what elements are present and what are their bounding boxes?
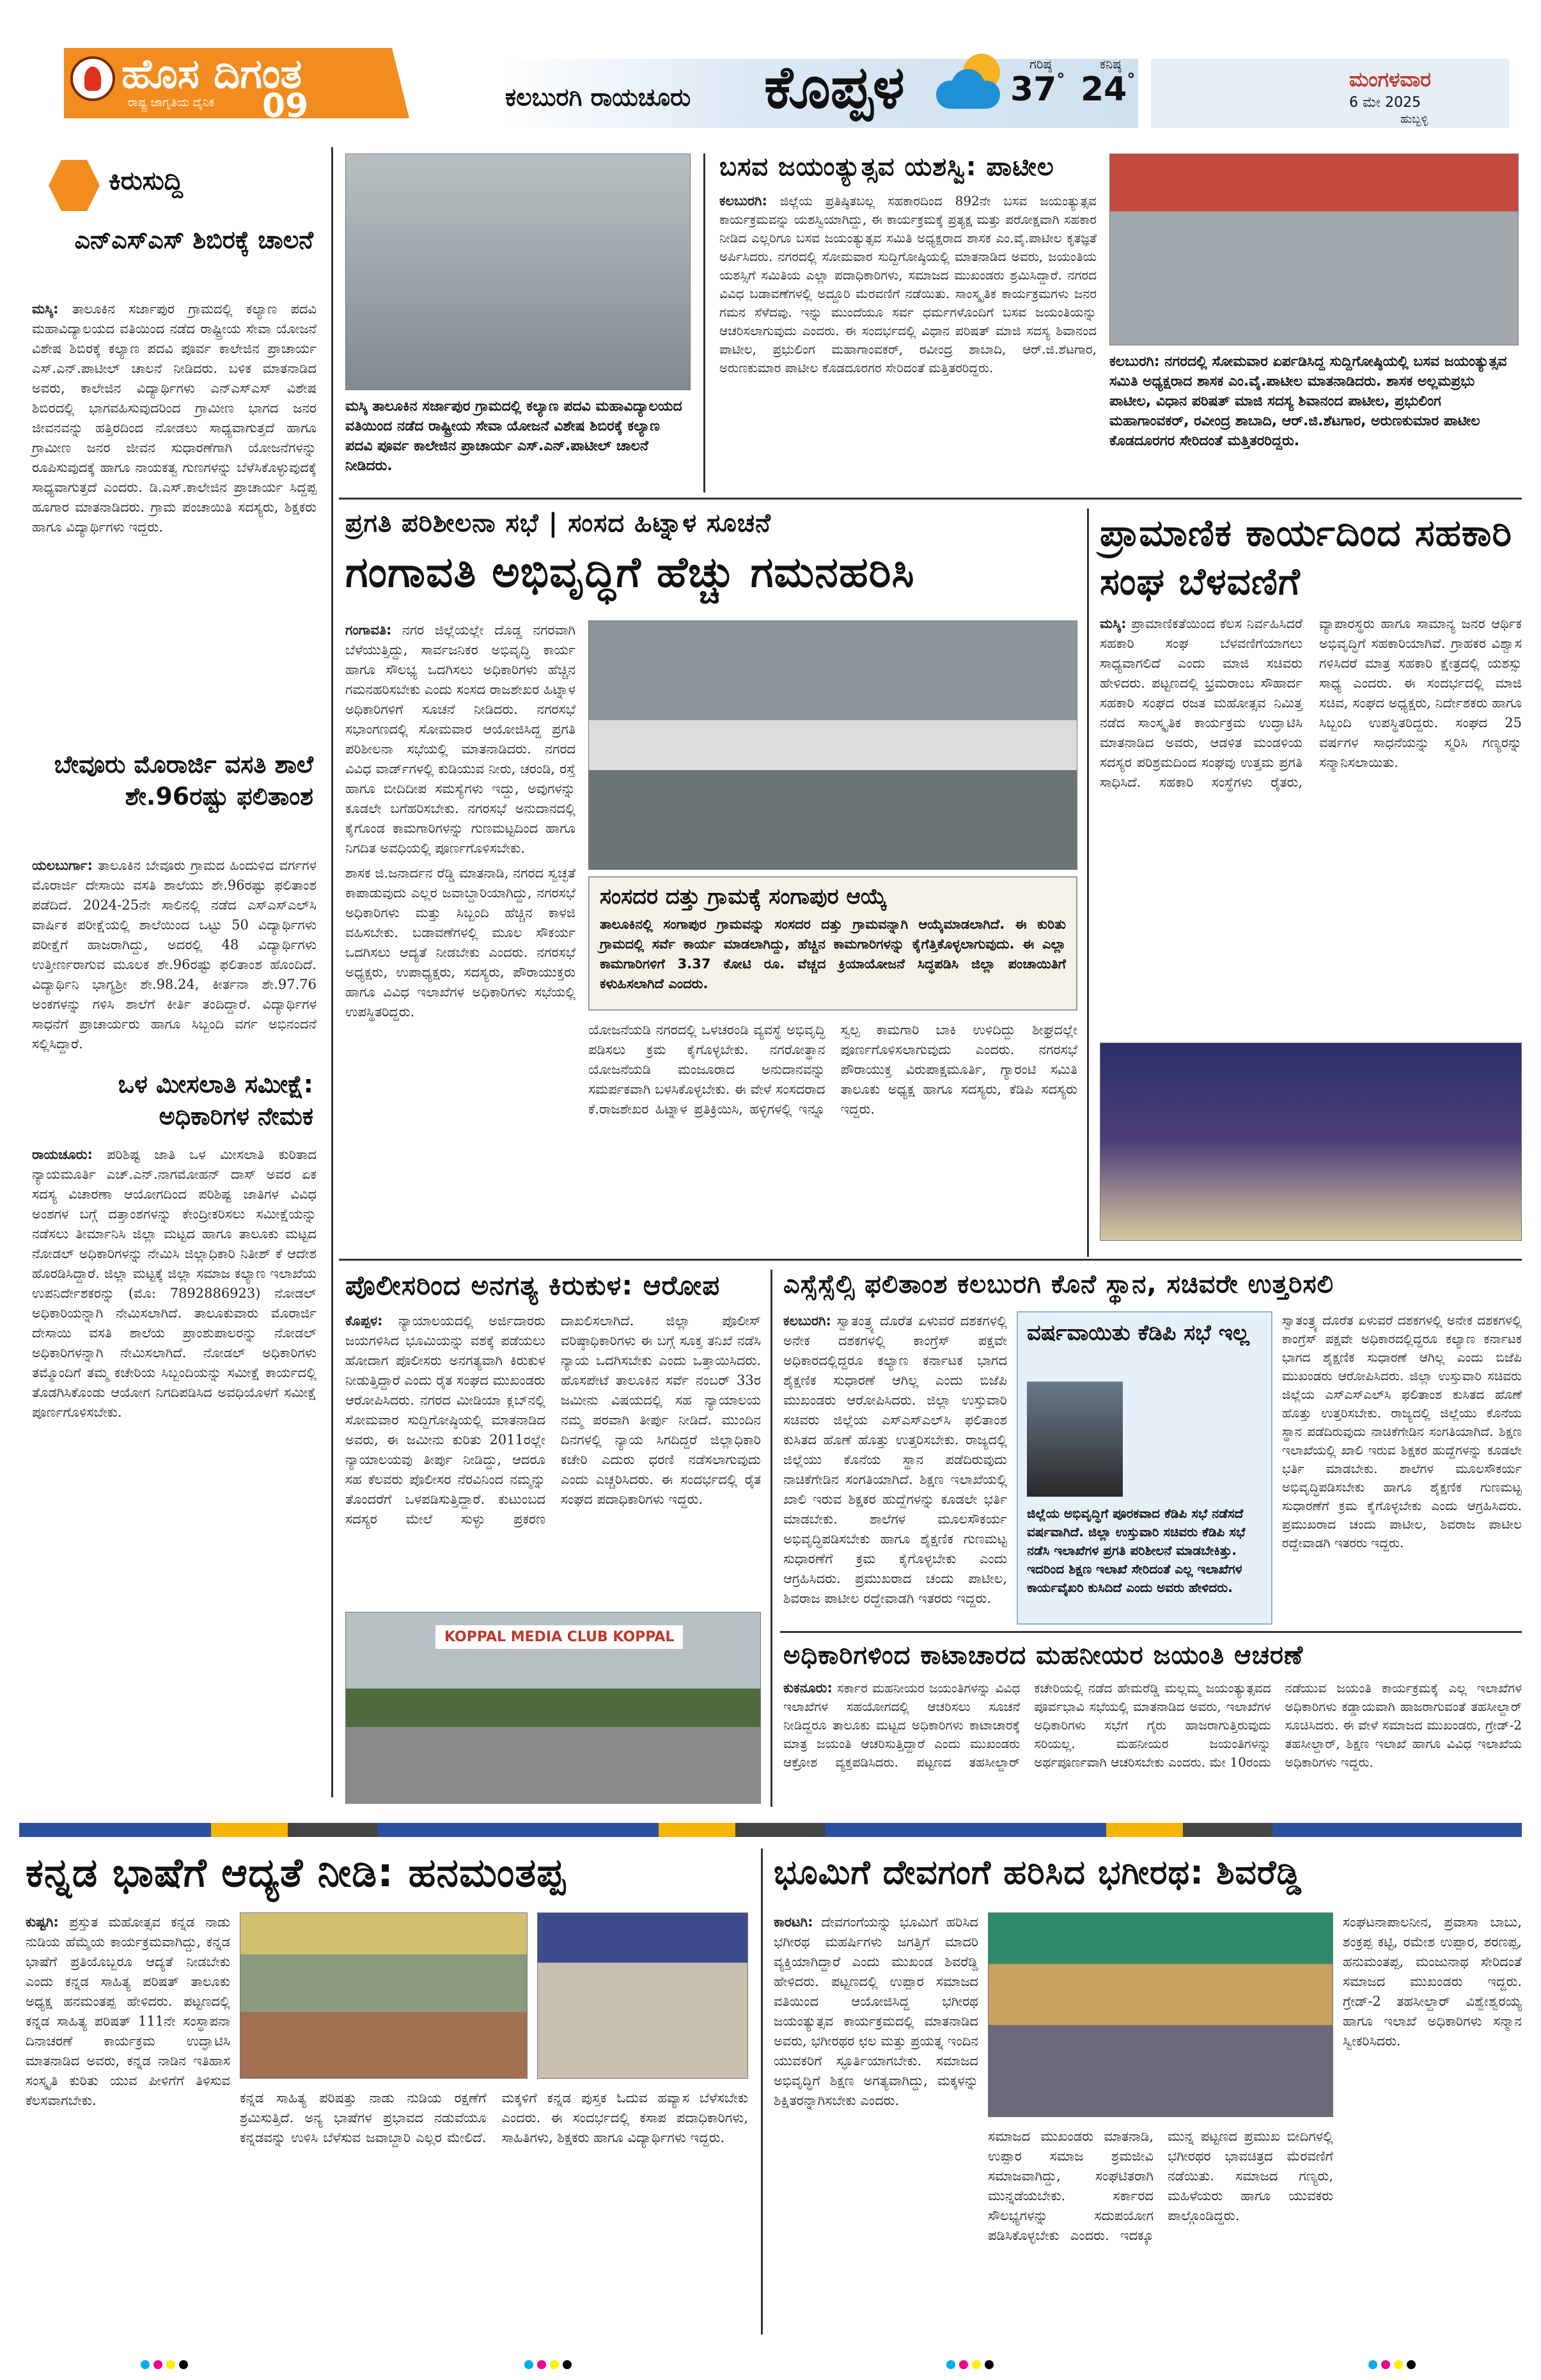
- kannada-text-1: ಪ್ರಸ್ತುತ ಮಹೋತ್ಸವ ಕನ್ನಡ ನಾಡು ನುಡಿಯ ಹೆಮ್ಮೆಯ ಕಾರ್ಯಕ್ರಮವಾಗಿದ್ದು, ಕನ್ನಡ ಭಾಷೆಗೆ ಪ್ರತಿಯೊಬ್ಬರೂ ಆದ್ಯತೆ ನೀಡಬೇಕು ಎಂದು ಕನ್ನಡ ಸಾಹಿತ್ಯ ಪರಿಷತ್ ತಾಲೂಕು ಅಧ್ಯಕ್ಷ ಹನಮಂತಪ್ಪ ಹೇಳಿದರು. ಪಟ್ಟಣದಲ್ಲಿ ಕನ್ನಡ ಸಾಹಿತ್ಯ ಪರಿಷತ್ 111ನೇ ಸಂಸ್ಥಾಪನಾ ದಿನಾಚರಣೆ ಕಾರ್ಯಕ್ರಮ ಉದ್ಘಾಟಿಸಿ ಮಾತನಾಡಿದ ಅವರು, ಕನ್ನಡ ನಾಡಿನ ಇತಿಹಾಸ ಸಂಸ್ಕೃತಿ ಕುರಿತು ಯುವ ಪೀಳಿಗೆಗೆ ತಿಳಿಸುವ ಕೆಲಸವಾಗಬೇಕು.: [26, 1914, 230, 2108]
- registration-dot: [946, 2360, 955, 2369]
- cooperative-dateline: ಮಸ್ಕಿ:: [1100, 616, 1127, 631]
- page-number: 09: [262, 87, 309, 125]
- brief-2-body: [32, 856, 317, 1054]
- registration-dot: [1394, 2360, 1403, 2369]
- max-temp-label: ಗರಿಷ್ಠ: [1029, 56, 1052, 72]
- media-club-banner: KOPPAL MEDIA CLUB KOPPAL: [435, 1625, 683, 1649]
- basava-title: ಬಸವ ಜಯಂತ್ಯುತ್ಸವ ಯಶಸ್ವಿ: ಪಾಟೀಲ: [719, 152, 1054, 182]
- police-title: ಪೊಲೀಸರಿಂದ ಅನಗತ್ಯ ಕಿರುಕುಳ: ಆರೋಪ: [345, 1270, 721, 1301]
- bhagiratha-body-3: ಸಂಘಟನಾಪಾಲನೀನ, ಪ್ರವಾಸಾ ಬಾಬು, ಶಂಕ್ರಪ್ಪ ಕಟ್ಟಿ, ರಮೇಶ ಉಪ್ಪಾರ, ಶರಣಪ್ಪ, ಹನುಮಂತಪ್ಪ, ಮಂಜುನಾಥ ಸೇರಿದಂತೆ ಸಮಾಜದ ಮುಖಂಡರು ಇದ್ದರು. ಗ್ರೇಡ್-2 ತಹಸೀಲ್ದಾರ್ ವಿಶ್ವೇಶ್ವರಯ್ಯ ಹಾಗೂ ಇಲಾಖೆ ಅಧಿಕಾರಿಗಳು ಸನ್ಮಾನ ಸ್ವೀಕರಿಸಿದರು.: [1343, 1914, 1522, 2049]
- region-cities: ಕಲಬುರಗಿ ರಾಯಚೂರು: [505, 83, 691, 111]
- nss-photo-caption: ಮಸ್ಕಿ ತಾಲೂಕಿನ ಸರ್ಜಾಪುರ ಗ್ರಾಮದಲ್ಲಿ ಕಲ್ಯಾಣ ಪದವಿ ಮಹಾವಿದ್ಯಾಲಯದ ವತಿಯಿಂದ ನಡೆದ ರಾಷ್ಟ್ರೀಯ ಸೇವಾ ಯೋಜನೆ ವಿಶೇಷ ಶಿಬಿರಕ್ಕೆ ಕಲ್ಯಾಣ ಪದವಿ ಪೂರ್ವ ಕಾಲೇಜಿನ ಪ್ರಾಚಾರ್ಯ ಎಸ್.ಎನ್.ಪಾಟೀಲ್ ಚಾಲನೆ ನೀಡಿದರು.: [345, 398, 682, 474]
- police-body: [345, 1311, 761, 1605]
- basava-dateline: ಕಲಬುರಗಿ:: [719, 193, 767, 209]
- weekday: ಮಂಗಳವಾರ: [1349, 67, 1432, 91]
- kdp-box-text: ಜಿಲ್ಲೆಯ ಅಭಿವೃದ್ಧಿಗೆ ಪೂರಕವಾದ ಕೆಡಿಪಿ ಸಭೆ ನಡೆಸದೆ ವರ್ಷವಾಗಿದೆ. ಜಿಲ್ಲಾ ಉಸ್ತುವಾರಿ ಸಚಿವರು ಕೆಡಿಪಿ ಸಭೆ ನಡೆಸಿ ಇಲಾಖೆಗಳ ಪ್ರಗತಿ ಪರಿಶೀಲನೆ ಮಾಡಬೇಕಿತ್ತು. ಇದರಿಂದ ಶಿಕ್ಷಣ ಇಲಾಖೆ ಸೇರಿದಂತೆ ಎಲ್ಲ ಇಲಾಖೆಗಳ ಕಾರ್ಯವೈಖರಿ ಕುಸಿದಿದೆ ಎಂದು ಅವರು ಹೇಳಿದರು.: [1027, 1506, 1246, 1595]
- kannada-title: ಕನ್ನಡ ಭಾಷೆಗೆ ಆದ್ಯತೆ ನೀಡಿ: ಹನಮಂತಪ್ಪ: [26, 1849, 566, 1896]
- registration-dot: [1381, 2360, 1390, 2369]
- rule-sslc: [780, 1631, 1522, 1633]
- registration-dot: [563, 2360, 572, 2369]
- sslc-dateline: ಕಲಬುರಗಿ:: [783, 1313, 831, 1328]
- mahaniyara-body: [783, 1679, 1522, 1807]
- registration-dot: [524, 2360, 533, 2369]
- sun-cloud-icon: [934, 51, 1010, 115]
- gangavati-meeting-photo: [588, 620, 1077, 870]
- gangavati-kicker: ಪ್ರಗತಿ ಪರಿಶೀಲನಾ ಸಭೆ | ಸಂಸದ ಹಿಟ್ನಾಳ ಸೂಚನೆ: [345, 508, 771, 538]
- nss-photo: [345, 154, 691, 390]
- basava-text: ಜಿಲ್ಲೆಯ ಪ್ರತಿಷ್ಠಿತಬಲ್ಲ ಸಹಕಾರದಿಂದ 892ನೇ ಬಸವ ಜಯಂತ್ಯುತ್ಸವ ಕಾರ್ಯಕ್ರಮವನ್ನು ಯಶಸ್ವಿಯಾಗಿದ್ದು, ಈ ಕಾರ್ಯಕ್ರಮಕ್ಕೆ ಪ್ರತ್ಯಕ್ಷ ಮತ್ತು ಪರೋಕ್ಷವಾಗಿ ಸಹಕಾರ ನೀಡಿದ ಎಲ್ಲರಿಗೂ ಬಸವ ಜಯಂತ್ಯುತ್ಸವ ಸಮಿತಿ ಅಧ್ಯಕ್ಷರಾದ ಶಾಸಕ ಎಂ.ವೈ.ಪಾಟೀಲ ಕೃತಜ್ಞತೆ ಅರ್ಪಿಸಿದರು. ನಗರದಲ್ಲಿ ಸೋಮವಾರ ಸುದ್ದಿಗೋಷ್ಠಿಯಲ್ಲಿ ಮಾತನಾಡಿದ ಅವರು, ಜಯಂತಿಯ ಯಶಸ್ಸಿಗೆ ಸಮಿತಿಯ ಎಲ್ಲಾ ಪದಾಧಿಕಾರಿಗಳು, ಸಮಾಜದ ಮುಖಂಡರು ಶ್ರಮಿಸಿದ್ದಾರೆ. ನಗರದ ವಿವಿಧ ಬಡಾವಣೆಗಳಲ್ಲಿ ಅದ್ದೂರಿ ಮೆರವಣಿಗೆ ನಡೆಯಿತು. ಸಾಂಸ್ಕೃತಿಕ ಕಾರ್ಯಕ್ರಮಗಳು ಜನರ ಗಮನ ಸೆಳೆದವು. ಇನ್ನು ಮುಂದೆಯೂ ಸರ್ವ ಧರ್ಮಗಳೊಂದಿಗೆ ಬಸವ ಜಯಂತಿಯನ್ನು ಆಚರಿಸಲಾಗುವುದು ಎಂದರು. ಈ ಸಂದರ್ಭದಲ್ಲಿ ವಿಧಾನ ಪರಿಷತ್ ಮಾಜಿ ಸದಸ್ಯ ಶಿವಾನಂದ ಪಾಟೀಲ, ಪ್ರಭುಲಿಂಗ ಮಹಾಗಾಂವಕರ್, ರವೀಂದ್ರ ಶಾಬಾದಿ, ಆರ್.ಜಿ.ಶೆಟಗಾರ, ಅರುಣಕುಮಾರ ಪಾಟೀಲ ಕೊಡದೂರಗರ ಸೇರಿದಂತೆ ಮತ್ತಿತರರಿದ್ದರು.: [719, 193, 1097, 375]
- police-text: ನ್ಯಾಯಾಲಯದಲ್ಲಿ ಅರ್ಜಿದಾರರು ಜಯಗಳಿಸಿದ ಭೂಮಿಯನ್ನು ವಶಕ್ಕೆ ಪಡೆಯಲು ಹೋದಾಗ ಪೊಲೀಸರು ಅನಗತ್ಯವಾಗಿ ಕಿರುಕುಳ ನೀಡುತ್ತಿದ್ದಾರೆ ಎಂದು ರೈತ ಸಂಘದ ಮುಖಂಡರು ಆರೋಪಿಸಿದರು. ನಗರದ ಮೀಡಿಯಾ ಕ್ಲಬ್‌ನಲ್ಲಿ ಸೋಮವಾರ ಸುದ್ದಿಗೋಷ್ಠಿಯಲ್ಲಿ ಮಾತನಾಡಿದ ಅವರು, ಈ ಜಮೀನು ಕುರಿತು 2011ರಲ್ಲೇ ನ್ಯಾಯಾಲಯವು ತೀರ್ಪು ನೀಡಿದ್ದು, ಆದರೂ ಸಹ ಕೆಲವರು ಪೊಲೀಸರ ನೆರವಿನಿಂದ ನಮ್ಮನ್ನು ತೊಂದರೆಗೆ ಒಳಪಡಿಸುತ್ತಿದ್ದಾರೆ. ಕುಟುಂಬದ ಸದಸ್ಯರ ಮೇಲೆ ಸುಳ್ಳು ಪ್ರಕರಣ ದಾಖಲಿಸಲಾಗಿದೆ. ಜಿಲ್ಲಾ ಪೊಲೀಸ್ ವರಿಷ್ಠಾಧಿಕಾರಿಗಳು ಈ ಬಗ್ಗೆ ಸೂಕ್ತ ತನಿಖೆ ನಡೆಸಿ ನ್ಯಾಯ ಒದಗಿಸಬೇಕು ಎಂದು ಒತ್ತಾಯಿಸಿದರು. ಹೊಸಪೇಟೆ ತಾಲೂಕಿನ ಸರ್ವೆ ನಂಬರ್ 33ರ ಜಮೀನು ವಿಷಯದಲ್ಲಿ ಸಹ ನ್ಯಾಯಾಲಯ ನಮ್ಮ ಪರವಾಗಿ ತೀರ್ಪು ನೀಡಿದೆ. ಮುಂದಿನ ದಿನಗಳಲ್ಲಿ ನ್ಯಾಯ ಸಿಗದಿದ್ದರೆ ಜಿಲ್ಲಾಧಿಕಾರಿ ಕಚೇರಿ ಎದುರು ಧರಣಿ ನಡೆಸಲಾಗುವುದು ಎಂದು ಎಚ್ಚರಿಸಿದರು. ಈ ಸಂದರ್ಭದಲ್ಲಿ ರೈತ ಸಂಘದ ಪದಾಧಿಕಾರಿಗಳು ಇದ್ದರು.: [345, 1313, 761, 1527]
- registration-dot: [1407, 2360, 1416, 2369]
- minister-photo: [1027, 1382, 1123, 1497]
- edition-name: ಕೊಪ್ಪಳ: [764, 53, 905, 122]
- rule-middle: [339, 1259, 1522, 1261]
- gangavati-text-2: ಶಾಸಕ ಜಿ.ಜನಾರ್ದನ ರೆಡ್ಡಿ ಮಾತನಾಡಿ, ನಗರದ ಸ್ವಚ್ಛತೆ ಕಾಪಾಡುವುದು ಎಲ್ಲರ ಜವಾಬ್ದಾರಿಯಾಗಿದ್ದು, ನಗರಸಭೆ ಅಧಿಕಾರಿಗಳು ಮತ್ತು ಸಿಬ್ಬಂದಿ ಹೆಚ್ಚಿನ ಕಾಳಜಿ ವಹಿಸಬೇಕು. ಬಡಾವಣೆಗಳಲ್ಲಿ ಮೂಲ ಸೌಕರ್ಯ ಒದಗಿಸಲು ಆದ್ಯತೆ ನೀಡಬೇಕು ಎಂದರು. ನಗರಸಭೆ ಅಧ್ಯಕ್ಷರು, ಉಪಾಧ್ಯಕ್ಷರು, ಸದಸ್ಯರು, ಪೌರಾಯುಕ್ತರು ಹಾಗೂ ವಿವಿಧ ಇಲಾಖೆಗಳ ಅಧಿಕಾರಿಗಳು ಸಭೆಯಲ್ಲಿ ಉಪಸ್ಥಿತರಿದ್ದರು.: [345, 865, 575, 1020]
- registration-dot: [537, 2360, 546, 2369]
- gangavati-text-1: ನಗರ ಜಿಲ್ಲೆಯಲ್ಲೇ ದೊಡ್ಡ ನಗರವಾಗಿ ಬೆಳೆಯುತ್ತಿದ್ದು, ಸಾರ್ವಜನಿಕರ ಅಭಿವೃದ್ಧಿ ಕಾರ್ಯ ಹಾಗೂ ಸೌಲಭ್ಯ ಒದಗಿಸಲು ಅಧಿಕಾರಿಗಳು ಹೆಚ್ಚಿನ ಗಮನಹರಿಸಬೇಕು ಎಂದು ಸಂಸದ ರಾಜಶೇಖರ ಹಿಟ್ನಾಳ ಅಧಿಕಾರಿಗಳಿಗೆ ಸೂಚನೆ ನೀಡಿದರು. ನಗರಸಭೆ ಸಭಾಂಗಣದಲ್ಲಿ ಸೋಮವಾರ ಆಯೋಜಿಸಿದ್ದ ಪ್ರಗತಿ ಪರಿಶೀಲನಾ ಸಭೆಯಲ್ಲಿ ಮಾತನಾಡಿದರು. ನಗರದ ವಿವಿಧ ವಾರ್ಡ್‌ಗಳಲ್ಲಿ ಕುಡಿಯುವ ನೀರು, ಚರಂಡಿ, ರಸ್ತೆ ಹಾಗೂ ಬೀದಿದೀಪ ಸಮಸ್ಯೆಗಳು ಇದ್ದು, ಅವುಗಳನ್ನು ಕೂಡಲೇ ಬಗೆಹರಿಸಬೇಕು. ನಗರಸಭೆ ಅನುದಾನದಲ್ಲಿ ಕೈಗೊಂಡ ಕಾಮಗಾರಿಗಳನ್ನು ಗುಣಮಟ್ಟದಿಂದ ಹಾಗೂ ನಿಗದಿತ ಅವಧಿಯಲ್ಲಿ ಪೂರ್ಣಗೊಳಿಸಬೇಕು.: [345, 622, 575, 856]
- date-block: [1151, 59, 1509, 128]
- max-temp-value: 37: [1010, 70, 1057, 109]
- divider-2: [1087, 508, 1089, 1257]
- brief-3-dateline: ರಾಯಚೂರು:: [32, 1147, 93, 1162]
- bhagiratha-event-photo: [988, 1912, 1333, 2117]
- section-color-bar: [19, 1823, 1522, 1837]
- kannada-speaker-photo: [537, 1912, 748, 2079]
- cooperative-text: ಪ್ರಾಮಾಣಿಕತೆಯಿಂದ ಕೆಲಸ ನಿರ್ವಹಿಸಿದರೆ ಸಹಕಾರಿ ಸಂಘ ಬೆಳವಣಿಗೆಯಾಗಲು ಸಾಧ್ಯವಾಗಲಿದೆ ಎಂದು ಮಾಜಿ ಸಚಿವರು ಹೇಳಿದರು. ಪಟ್ಟಣದಲ್ಲಿ ಭ್ರಮರಾಂಬ ಸೌಹಾರ್ದ ಸಹಕಾರಿ ಸಂಘದ ರಜತ ಮಹೋತ್ಸವ ನಿಮಿತ್ತ ನಡೆದ ಸಾಂಸ್ಕೃತಿಕ ಕಾರ್ಯಕ್ರಮ ಉದ್ಘಾಟಿಸಿ ಮಾತನಾಡಿದ ಅವರು, ಆಡಳಿತ ಮಂಡಳಿಯ ಸದಸ್ಯರ ಪರಿಶ್ರಮದಿಂದ ಸಂಘವು ಉತ್ತಮ ಪ್ರಗತಿ ಸಾಧಿಸಿದೆ. ಸಹಕಾರಿ ಸಂಸ್ಥೆಗಳು ರೈತರು, ವ್ಯಾಪಾರಸ್ಥರು ಹಾಗೂ ಸಾಮಾನ್ಯ ಜನರ ಆರ್ಥಿಕ ಅಭಿವೃದ್ಧಿಗೆ ಸಹಕಾರಿಯಾಗಿವೆ. ಗ್ರಾಹಕರ ವಿಶ್ವಾಸ ಗಳಿಸಿದರೆ ಮಾತ್ರ ಸಹಕಾರಿ ಕ್ಷೇತ್ರದಲ್ಲಿ ಯಶಸ್ಸು ಸಾಧ್ಯ ಎಂದರು. ಈ ಸಂದರ್ಭದಲ್ಲಿ ಮಾಜಿ ಸಚಿವ, ಸಂಘದ ಅಧ್ಯಕ್ಷರು, ನಿರ್ದೇಶಕರು ಹಾಗೂ ಸಿಬ್ಬಂದಿ ಉಪಸ್ಥಿತರಿದ್ದರು. ಸಂಘದ 25 ವರ್ಷಗಳ ಸಾಧನೆಯನ್ನು ಸ್ಮರಿಸಿ ಗಣ್ಯರನ್ನು ಸನ್ಮಾನಿಸಲಾಯಿತು.: [1100, 616, 1522, 790]
- police-dateline: ಕೊಪ್ಪಳ:: [345, 1313, 383, 1328]
- brief-1-body: [32, 299, 317, 537]
- basava-body: [719, 192, 1097, 493]
- bhagiratha-title: ಭೂಮಿಗೆ ದೇವಗಂಗೆ ಹರಿಸಿದ ಭಗೀರಥ: ಶಿವರೆಡ್ಡಿ: [774, 1854, 1302, 1892]
- divider-4: [761, 1848, 763, 2335]
- registration-dot: [985, 2360, 994, 2369]
- sidebar: [19, 147, 326, 1810]
- sslc-title: ಎಸ್ಸೆಸ್ಸೆಲ್ಸಿ ಫಲಿತಾಂಶ ಕಲಬುರಗಿ ಕೊನೆ ಸ್ಥಾನ, ಸಚಿವರೇ ಉತ್ತರಿಸಲಿ: [783, 1270, 1334, 1299]
- masthead: [0, 0, 1541, 128]
- brief-2-text: ತಾಲೂಕಿನ ಬೇವೂರು ಗ್ರಾಮದ ಹಿಂದುಳಿದ ವರ್ಗಗಳ ಮೊರಾರ್ಜಿ ದೇಸಾಯಿ ವಸತಿ ಶಾಲೆಯು ಶೇ.96ರಷ್ಟು ಫಲಿತಾಂಶ ಪಡೆದಿದೆ. 2024-25ನೇ ಸಾಲಿನಲ್ಲಿ ನಡೆದ ಎಸ್ಎಸ್ಎಲ್‌ಸಿ ವಾರ್ಷಿಕ ಪರೀಕ್ಷೆಯಲ್ಲಿ ಶಾಲೆಯಿಂದ ಒಟ್ಟು 50 ವಿದ್ಯಾರ್ಥಿಗಳು ಪರೀಕ್ಷೆಗೆ ಹಾಜರಾಗಿದ್ದು, ಅದರಲ್ಲಿ 48 ವಿದ್ಯಾರ್ಥಿಗಳು ಉತ್ತೀರ್ಣರಾಗುವ ಮೂಲಕ ಶೇ.96ರಷ್ಟು ಫಲಿತಾಂಶ ಹೊಂದಿದೆ. ವಿದ್ಯಾರ್ಥಿನಿ ಭಾಗ್ಯಶ್ರೀ ಶೇ.98.24, ಕೀರ್ತನಾ ಶೇ.97.76 ಅಂಕಗಳನ್ನು ಗಳಿಸಿ ಶಾಲೆಗೆ ಕೀರ್ತಿ ತಂದಿದ್ದಾರೆ. ವಿದ್ಯಾರ್ಥಿಗಳ ಸಾಧನೆಗೆ ಪ್ರಾಚಾರ್ಯರು ಹಾಗೂ ಸಿಬ್ಬಂದಿ ವರ್ಗ ಅಭಿನಂದನೆ ಸಲ್ಲಿಸಿದ್ದಾರೆ.: [32, 858, 317, 1052]
- brief-2-dateline: ಯಲಬುರ್ಗಾ:: [32, 858, 93, 873]
- cooperative-stage-photo: [1100, 1043, 1522, 1241]
- kannada-event-photo: [240, 1912, 528, 2079]
- kdp-box: [1017, 1311, 1272, 1625]
- adopted-village-box: [588, 876, 1077, 1011]
- min-temp-value: 24: [1081, 70, 1127, 109]
- registration-dot: [1368, 2360, 1377, 2369]
- press-meet-photo: [1109, 154, 1519, 345]
- kannada-body-2: ಕನ್ನಡ ಸಾಹಿತ್ಯ ಪರಿಷತ್ತು ನಾಡು ನುಡಿಯ ರಕ್ಷಣೆಗೆ ಶ್ರಮಿಸುತ್ತಿದೆ. ಅನ್ಯ ಭಾಷೆಗಳ ಪ್ರಭಾವದ ನಡುವೆಯೂ ಕನ್ನಡವನ್ನು ಉಳಿಸಿ ಬೆಳೆಸುವ ಜವಾಬ್ದಾರಿ ಎಲ್ಲರ ಮೇಲಿದೆ. ಮಕ್ಕಳಿಗೆ ಕನ್ನಡ ಪುಸ್ತಕ ಓದುವ ಹವ್ಯಾಸ ಬೆಳೆಸಬೇಕು ಎಂದರು. ಈ ಸಂದರ್ಭದಲ್ಲಿ ಕಸಾಪ ಪದಾಧಿಕಾರಿಗಳು, ಸಾಹಿತಿಗಳು, ಶಿಕ್ಷಕರು ಹಾಗೂ ವಿದ್ಯಾರ್ಥಿಗಳು ಇದ್ದರು.: [240, 2090, 748, 2145]
- logo-icon: [70, 56, 115, 101]
- cooperative-title: ಪ್ರಾಮಾಣಿಕ ಕಾರ್ಯದಿಂದ ಸಹಕಾರಿ ಸಂಘ ಬೆಳವಣಿಗೆ: [1100, 511, 1512, 603]
- sidebar-divider: [331, 147, 333, 1797]
- brief-2-title: ಬೇವೂರು ಮೊರಾರ್ಜಿ ವಸತಿ ಶಾಲೆ ಶೇ.96ರಷ್ಟು ಫಲಿತಾಂಶ: [54, 750, 313, 810]
- registration-dot: [153, 2360, 162, 2369]
- brief-3-title: ಒಳ ಮೀಸಲಾತಿ ಸಮೀಕ್ಷೆ: ಅಧಿಕಾರಿಗಳ ನೇಮಕ: [118, 1070, 313, 1130]
- bhagiratha-dateline: ಕಾರಟಗಿ:: [774, 1914, 813, 1930]
- registration-dot: [959, 2360, 968, 2369]
- min-temp-degree: °: [1127, 70, 1136, 90]
- gangavati-body-1: [345, 620, 575, 1244]
- bhagiratha-body-1: [774, 1912, 978, 2328]
- section-label: ಕಿರುಸುದ್ದಿ: [109, 166, 184, 196]
- gangavati-body-3: ಯೋಜನೆಯಡಿ ನಗರದಲ್ಲಿ ಒಳಚರಂಡಿ ವ್ಯವಸ್ಥೆ ಅಭಿವೃದ್ಧಿ ಪಡಿಸಲು ಕ್ರಮ ಕೈಗೊಳ್ಳಬೇಕು. ನಗರೋತ್ಥಾನ ಯೋಜನೆಯಡಿ ಮಂಜೂರಾದ ಅನುದಾನವನ್ನು ಸಮರ್ಪಕವಾಗಿ ಬಳಸಿಕೊಳ್ಳಬೇಕು. ಈ ವೇಳೆ ಸಂಸದರಾದ ಕೆ.ರಾಜಶೇಖರ ಹಿಟ್ನಾಳ ಪ್ರತಿಕ್ರಿಯಿಸಿ, ಹಳ್ಳಿಗಳಲ್ಲಿ ಇನ್ನೂ ಸ್ವಲ್ಪ ಕಾಮಗಾರಿ ಬಾಕಿ ಉಳಿದಿದ್ದು ಶೀಘ್ರದಲ್ಲೇ ಪೂರ್ಣಗೊಳಿಸಲಾಗುವುದು ಎಂದರು. ನಗರಸಭೆ ಪೌರಾಯುಕ್ತ ವಿರುಪಾಕ್ಷಮೂರ್ತಿ, ಗ್ಯಾರಂಟಿ ಸಮಿತಿ ತಾಲೂಕು ಅಧ್ಯಕ್ಷ ಹಾಗೂ ಸದಸ್ಯರು, ಕೆಡಿಪಿ ಸದಸ್ಯರು ಇದ್ದರು.: [588, 1022, 1077, 1117]
- hand-icon: [49, 160, 100, 211]
- divider-3: [770, 1270, 772, 1807]
- sslc-body-left: [783, 1311, 1007, 1625]
- bhagiratha-body-2: ಸಮಾಜದ ಮುಖಂಡರು ಮಾತನಾಡಿ, ಉಪ್ಪಾರ ಸಮಾಜ ಶ್ರಮಜೀವಿ ಸಮಾಜವಾಗಿದ್ದು, ಸಂಘಟಿತರಾಗಿ ಮುನ್ನಡೆಯಬೇಕು. ಸರ್ಕಾರದ ಸೌಲಭ್ಯಗಳನ್ನು ಸದುಪಯೋಗ ಪಡಿಸಿಕೊಳ್ಳಬೇಕು ಎಂದರು. ಇದಕ್ಕೂ ಮುನ್ನ ಪಟ್ಟಣದ ಪ್ರಮುಖ ಬೀದಿಗಳಲ್ಲಿ ಭಗೀರಥರ ಭಾವಚಿತ್ರದ ಮೆರವಣಿಗೆ ನಡೆಯಿತು. ಸಮಾಜದ ಗಣ್ಯರು, ಮಹಿಳೆಯರು ಹಾಗೂ ಯುವಕರು ಪಾಲ್ಗೊಂಡಿದ್ದರು.: [988, 2129, 1333, 2243]
- brief-3-text: ಪರಿಶಿಷ್ಟ ಜಾತಿ ಒಳ ಮೀಸಲಾತಿ ಕುರಿತಾದ ನ್ಯಾಯಮೂರ್ತಿ ಎಚ್.ಎನ್.ನಾಗಮೋಹನ್ ದಾಸ್ ಅವರ ಏಕ ಸದಸ್ಯ ವಿಚಾರಣಾ ಆಯೋಗದಿಂದ ಪರಿಶಿಷ್ಟ ಜಾತಿಗಳ ವಿವಿಧ ಅಂಶಗಳ ಬಗ್ಗೆ ದತ್ತಾಂಶಗಳನ್ನು ಕೇಂದ್ರೀಕರಿಸಲು ಸಮೀಕ್ಷೆಯನ್ನು ನಡೆಸಲು ತೀರ್ಮಾನಿಸಿ ಜಿಲ್ಲಾ ಮಟ್ಟದ ಹಾಗೂ ತಾಲೂಕು ಮಟ್ಟದ ನೋಡಲ್ ಅಧಿಕಾರಿಗಳನ್ನು ನೇಮಿಸಿ ಜಿಲ್ಲಾಧಿಕಾರಿ ನಿತೀಶ್ ಕೆ ಆದೇಶ ಹೊರಡಿಸಿದ್ದಾರೆ. ಜಿಲ್ಲಾ ಮಟ್ಟಕ್ಕೆ ಜಿಲ್ಲಾ ಸಮಾಜ ಕಲ್ಯಾಣ ಇಲಾಖೆಯ ಉಪನಿರ್ದೇಶಕರನ್ನು (ಮೊ: 7892886923) ನೋಡಲ್ ಅಧಿಕಾರಿಯನ್ನಾಗಿ ನೇಮಿಸಲಾಗಿದೆ. ತಾಲೂಕುವಾರು ಮೊರಾರ್ಜಿ ದೇಸಾಯಿ ವಸತಿ ಶಾಲೆಯ ಪ್ರಾಂಶುಪಾಲರನ್ನು ನೋಡಲ್ ಅಧಿಕಾರಿಗಳನ್ನಾಗಿ ನೇಮಿಸಲಾಗಿದೆ. ನೋಡಲ್ ಅಧಿಕಾರಿಗಳು ತಮ್ಮೊಂದಿಗೆ ತಮ್ಮ ಕಚೇರಿಯ ಸಿಬ್ಬಂದಿಯನ್ನು ಸಮೀಕ್ಷೆ ಕಾರ್ಯದಲ್ಲಿ ತೊಡಗಿಸಿಕೊಂಡು ಆಯೋಗ ನಿಗದಿಪಡಿಸಿದ ಅವಧಿಯೊಳಗೆ ಸಮೀಕ್ಷೆ ಪೂರ್ಣಗೊಳಿಸಬೇಕು.: [32, 1147, 317, 1420]
- brief-3-body: [32, 1145, 317, 1422]
- min-temp-label: ಕನಿಷ್ಠ: [1100, 56, 1122, 72]
- brief-1-text: ತಾಲೂಕಿನ ಸರ್ಜಾಪುರ ಗ್ರಾಮದಲ್ಲಿ ಕಲ್ಯಾಣ ಪದವಿ ಮಹಾವಿದ್ಯಾಲಯದ ವತಿಯಿಂದ ನಡೆದ ರಾಷ್ಟ್ರೀಯ ಸೇವಾ ಯೋಜನೆ ವಿಶೇಷ ಶಿಬಿರಕ್ಕೆ ಕಲ್ಯಾಣ ಪದವಿ ಪೂರ್ವ ಕಾಲೇಜಿನ ಪ್ರಾಚಾರ್ಯ ಎಸ್.ಎನ್.ಪಾಟೀಲ್ ಚಾಲನೆ ನೀಡಿದರು. ಬಳಿಕ ಮಾತನಾಡಿದ ಅವರು, ಕಾಲೇಜಿನ ವಿದ್ಯಾರ್ಥಿಗಳು ಎನ್‌ಎಸ್‌ಎಸ್ ವಿಶೇಷ ಶಿಬಿರದಲ್ಲಿ ಭಾಗವಹಿಸುವುದರಿಂದ ಗ್ರಾಮೀಣ ಭಾಗದ ಜನರ ಜೀವನವನ್ನು ಹತ್ತಿರದಿಂದ ನೋಡಲು ಸಾಧ್ಯವಾಗುತ್ತದೆ ಹಾಗೂ ಗ್ರಾಮೀಣ ಜನರ ಜೀವನ ಸುಧಾರಣೆಗಾಗಿ ಯೋಜನೆಗಳನ್ನು ರೂಪಿಸುವುದಕ್ಕೆ ಹಾಗೂ ನಾಯಕತ್ವ ಗುಣಗಳನ್ನು ಬೆಳೆಸಿಕೊಳ್ಳುವುದಕ್ಕೆ ಸಾಧ್ಯವಾಗುತ್ತದೆ ಎಂದರು. ಡಿ.ಎಸ್.ಕಾಲೇಜಿನ ಪ್ರಾಚಾರ್ಯ ಸಿದ್ದಪ್ಪ ಹೂಗಾರ ಮಾತನಾಡಿದರು. ಗ್ರಾಮ ಪಂಚಾಯಿತಿ ಸದಸ್ಯರು, ಶಿಕ್ಷಕರು ಹಾಗೂ ವಿದ್ಯಾರ್ಥಿಗಳು ಇದ್ದರು.: [32, 301, 317, 535]
- registration-dot: [972, 2360, 981, 2369]
- paper-name: ಹೊಸ ದಿಗಂತ: [121, 51, 302, 98]
- cooperative-body: [1100, 614, 1522, 1036]
- max-temp: [1010, 70, 1065, 109]
- rule-top-row: [339, 498, 1522, 500]
- press-meet-caption: ಕಲಬುರಗಿ: ನಗರದಲ್ಲಿ ಸೋಮವಾರ ಏರ್ಪಡಿಸಿದ್ದ ಸುದ್ದಿಗೋಷ್ಠಿಯಲ್ಲಿ ಬಸವ ಜಯಂತ್ಯುತ್ಸವ ಸಮಿತಿ ಅಧ್ಯಕ್ಷರಾದ ಶಾಸಕ ಎಂ.ವೈ.ಪಾಟೀಲ ಮಾತನಾಡಿದರು. ಶಾಸಕ ಅಲ್ಲಮಪ್ರಭು ಪಾಟೀಲ, ವಿಧಾನ ಪರಿಷತ್ ಮಾಜಿ ಸದಸ್ಯ ಶಿವಾನಂದ ಪಾಟೀಲ, ಪ್ರಭುಲಿಂಗ ಮಹಾಗಾಂವಕರ್, ರವೀಂದ್ರ ಶಾಬಾದಿ, ಆರ್.ಜಿ.ಶೆಟಗಾರ, ಅರುಣಕುಮಾರ ಪಾಟೀಲ ಕೊಡದೂರಗರ ಸೇರಿದಂತೆ ಮತ್ತಿತರರಿದ್ದರು.: [1109, 354, 1507, 449]
- issue-date: 6 ಮೇ 2025: [1349, 95, 1421, 111]
- brief-1-title: ಎನ್‌ಎಸ್‌ಎಸ್ ಶಿಬಿರಕ್ಕೆ ಚಾಲನೆ: [74, 226, 313, 254]
- bhagiratha-text-1: ದೇವಗಂಗೆಯನ್ನು ಭೂಮಿಗೆ ಹರಿಸಿದ ಭಗೀರಥ ಮಹರ್ಷಿಗಳು ಜಗತ್ತಿಗೆ ಮಾದರಿ ವ್ಯಕ್ತಿಯಾಗಿದ್ದಾರೆ ಎಂದು ಮುಖಂಡ ಶಿವರೆಡ್ಡಿ ಹೇಳಿದರು. ಪಟ್ಟಣದಲ್ಲಿ ಉಪ್ಪಾರ ಸಮಾಜದ ವತಿಯಿಂದ ಆಯೋಜಿಸಿದ್ದ ಭಗೀರಥ ಜಯಂತ್ಯುತ್ಸವ ಕಾರ್ಯಕ್ರಮದಲ್ಲಿ ಮಾತನಾಡಿದ ಅವರು, ಭಗೀರಥರ ಛಲ ಮತ್ತು ಪ್ರಯತ್ನ ಇಂದಿನ ಯುವಕರಿಗೆ ಸ್ಫೂರ್ತಿಯಾಗಬೇಕು. ಸಮಾಜದ ಅಭಿವೃದ್ಧಿಗೆ ಶಿಕ್ಷಣ ಅಗತ್ಯವಾಗಿದ್ದು, ಮಕ್ಕಳನ್ನು ಶಿಕ್ಷಿತರನ್ನಾಗಿಸಬೇಕು ಎಂದರು.: [774, 1914, 978, 2108]
- paper-tagline: ರಾಷ್ಟ್ರ ಜಾಗೃತಿಯ ದೈನಿಕ: [128, 96, 215, 109]
- sslc-text-cont: ಸ್ವಾತಂತ್ರ್ಯ ದೊರೆತ ಏಳುವರೆ ದಶಕಗಳಲ್ಲಿ ಅನೇಕ ದಶಕಗಳಲ್ಲಿ ಕಾಂಗ್ರೆಸ್ ಪಕ್ಷವೇ ಅಧಿಕಾರದಲ್ಲಿದ್ದರೂ ಕಲ್ಯಾಣ ಕರ್ನಾಟಕ ಭಾಗದ ಶೈಕ್ಷಣಿಕ ಸುಧಾರಣೆ ಆಗಿಲ್ಲ ಎಂದು ಬಿಜೆಪಿ ಮುಖಂಡರು ಆರೋಪಿಸಿದರು. ಜಿಲ್ಲಾ ಉಸ್ತುವಾರಿ ಸಚಿವರು ಜಿಲ್ಲೆಯ ಎಸ್ಎಸ್ಎಲ್‌ಸಿ ಫಲಿತಾಂಶ ಕುಸಿತದ ಹೊಣೆ ಹೊತ್ತು ಉತ್ತರಿಸಬೇಕು. ರಾಜ್ಯದಲ್ಲಿ ಜಿಲ್ಲೆಯು ಕೊನೆಯ ಸ್ಥಾನ ಪಡೆದಿರುವುದು ನಾಚಿಕೆಗೇಡಿನ ಸಂಗತಿಯಾಗಿದೆ. ಶಿಕ್ಷಣ ಇಲಾಖೆಯಲ್ಲಿ ಖಾಲಿ ಇರುವ ಶಿಕ್ಷಕರ ಹುದ್ದೆಗಳನ್ನು ಕೂಡಲೇ ಭರ್ತಿ ಮಾಡಬೇಕು. ಶಾಲೆಗಳ ಮೂಲಸೌಕರ್ಯ ಅಭಿವೃದ್ಧಿಪಡಿಸಬೇಕು ಹಾಗೂ ಶೈಕ್ಷಣಿಕ ಗುಣಮಟ್ಟ ಸುಧಾರಣೆಗೆ ಕ್ರಮ ಕೈಗೊಳ್ಳಬೇಕು ಎಂದು ಆಗ್ರಹಿಸಿದರು. ಪ್ರಮುಖರಾದ ಚಂದು ಪಾಟೀಲ, ಶಿವರಾಜ ಪಾಟೀಲ ರದ್ದೇವಾಡಗಿ ಇತರರು ಇದ್ದರು.: [1282, 1312, 1522, 1550]
- registration-dot: [179, 2360, 188, 2369]
- kannada-body-1: [26, 1912, 230, 2328]
- sslc-text: ಸ್ವಾತಂತ್ರ್ಯ ದೊರೆತ ಏಳುವರೆ ದಶಕಗಳಲ್ಲಿ ಅನೇಕ ದಶಕಗಳಲ್ಲಿ ಕಾಂಗ್ರೆಸ್ ಪಕ್ಷವೇ ಅಧಿಕಾರದಲ್ಲಿದ್ದರೂ ಕಲ್ಯಾಣ ಕರ್ನಾಟಕ ಭಾಗದ ಶೈಕ್ಷಣಿಕ ಸುಧಾರಣೆ ಆಗಿಲ್ಲ ಎಂದು ಬಿಜೆಪಿ ಮುಖಂಡರು ಆರೋಪಿಸಿದರು. ಜಿಲ್ಲಾ ಉಸ್ತುವಾರಿ ಸಚಿವರು ಜಿಲ್ಲೆಯ ಎಸ್ಎಸ್ಎಲ್‌ಸಿ ಫಲಿತಾಂಶ ಕುಸಿತದ ಹೊಣೆ ಹೊತ್ತು ಉತ್ತರಿಸಬೇಕು. ರಾಜ್ಯದಲ್ಲಿ ಜಿಲ್ಲೆಯು ಕೊನೆಯ ಸ್ಥಾನ ಪಡೆದಿರುವುದು ನಾಚಿಕೆಗೇಡಿನ ಸಂಗತಿಯಾಗಿದೆ. ಶಿಕ್ಷಣ ಇಲಾಖೆಯಲ್ಲಿ ಖಾಲಿ ಇರುವ ಶಿಕ್ಷಕರ ಹುದ್ದೆಗಳನ್ನು ಕೂಡಲೇ ಭರ್ತಿ ಮಾಡಬೇಕು. ಶಾಲೆಗಳ ಮೂಲಸೌಕರ್ಯ ಅಭಿವೃದ್ಧಿಪಡಿಸಬೇಕು ಹಾಗೂ ಶೈಕ್ಷಣಿಕ ಗುಣಮಟ್ಟ ಸುಧಾರಣೆಗೆ ಕ್ರಮ ಕೈಗೊಳ್ಳಬೇಕು ಎಂದು ಆಗ್ರಹಿಸಿದರು. ಪ್ರಮುಖರಾದ ಚಂದು ಪಾಟೀಲ, ಶಿವರಾಜ ಪಾಟೀಲ ರದ್ದೇವಾಡಗಿ ಇತರರು ಇದ್ದರು.: [783, 1313, 1007, 1606]
- gangavati-dateline: ಗಂಗಾವತಿ:: [345, 622, 392, 638]
- police-press-photo: [345, 1612, 761, 1804]
- mahaniyara-dateline: ಕುಕನೂರು:: [783, 1680, 833, 1696]
- max-temp-degree: °: [1056, 70, 1065, 90]
- kdp-box-title: ವರ್ಷವಾಯಿತು ಕೆಡಿಪಿ ಸಭೆ ಇಲ್ಲ: [1027, 1320, 1249, 1346]
- city-name: ಹುಬ್ಬಳ್ಳಿ: [1400, 113, 1428, 126]
- registration-dot: [166, 2360, 175, 2369]
- brief-1-dateline: ಮಸ್ಕಿ:: [32, 301, 59, 317]
- box-title: ಸಂಸದರ ದತ್ತು ಗ್ರಾಮಕ್ಕೆ ಸಂಗಾಪುರ ಆಯ್ಕೆ: [600, 884, 887, 910]
- sslc-body-right: [1282, 1311, 1522, 1625]
- box-text: ತಾಲೂಕಿನಲ್ಲಿ ಸಂಗಾಪುರ ಗ್ರಾಮವನ್ನು ಸಂಸದರ ದತ್ತು ಗ್ರಾಮವನ್ನಾಗಿ ಆಯ್ಕೆಮಾಡಲಾಗಿದೆ. ಈ ಕುರಿತು ಗ್ರಾಮದಲ್ಲಿ ಸರ್ವೆ ಕಾರ್ಯ ಮಾಡಲಾಗಿದ್ದು, ಹೆಚ್ಚಿನ ಕಾಮಗಾರಿಗಳನ್ನು ಕೈಗೆತ್ತಿಕೊಳ್ಳಲಾಗುವುದು. ಈ ಎಲ್ಲಾ ಕಾಮಗಾರಿಗಳಿಗೆ 3.37 ಕೋಟಿ ರೂ. ವೆಚ್ಚದ ಕ್ರಿಯಾಯೋಜನೆ ಸಿದ್ಧಪಡಿಸಿ ಜಿಲ್ಲಾ ಪಂಚಾಯಿತಿಗೆ ಕಳುಹಿಸಲಾಗಿದೆ ಎಂದರು.: [600, 917, 1066, 991]
- min-temp: [1081, 70, 1135, 109]
- registration-dot: [550, 2360, 559, 2369]
- kannada-dateline: ಕುಷ್ಟಗಿ:: [26, 1914, 59, 1930]
- mahaniyara-title: ಅಧಿಕಾರಿಗಳಿಂದ ಕಾಟಾಚಾರದ ಮಹನೀಯರ ಜಯಂತಿ ಆಚರಣೆ: [783, 1641, 1304, 1670]
- gangavati-title: ಗಂಗಾವತಿ ಅಭಿವೃದ್ಧಿಗೆ ಹೆಚ್ಚು ಗಮನಹರಿಸಿ: [345, 548, 915, 597]
- mahaniyara-text: ಸರ್ಕಾರ ಮಹನೀಯರ ಜಯಂತಿಗಳನ್ನು ವಿವಿಧ ಇಲಾಖೆಗಳ ಸಹಯೋಗದಲ್ಲಿ ಆಚರಿಸಲು ಸೂಚನೆ ನೀಡಿದ್ದರೂ ತಾಲೂಕು ಮಟ್ಟದ ಅಧಿಕಾರಿಗಳು ಕಾಟಾಚಾರಕ್ಕೆ ಮಾತ್ರ ಜಯಂತಿ ಆಚರಿಸುತ್ತಿದ್ದಾರೆ ಎಂದು ಮುಖಂಡರು ಆಕ್ರೋಶ ವ್ಯಕ್ತಪಡಿಸಿದರು. ಪಟ್ಟಣದ ತಹಸೀಲ್ದಾರ್ ಕಚೇರಿಯಲ್ಲಿ ನಡೆದ ಹೇಮರೆಡ್ಡಿ ಮಲ್ಲಮ್ಮ ಜಯಂತ್ಯುತ್ಸವದ ಪೂರ್ವಭಾವಿ ಸಭೆಯಲ್ಲಿ ಮಾತನಾಡಿದ ಅವರು, ಇಲಾಖೆಗಳ ಅಧಿಕಾರಿಗಳು ಸಭೆಗೆ ಗೈರು ಹಾಜರಾಗುತ್ತಿರುವುದು ಸರಿಯಲ್ಲ. ಮಹನೀಯರ ಜಯಂತಿಗಳನ್ನು ಅರ್ಥಪೂರ್ಣವಾಗಿ ಆಚರಿಸಬೇಕು ಎಂದರು. ಮೇ 10ರಂದು ನಡೆಯುವ ಜಯಂತಿ ಕಾರ್ಯಕ್ರಮಕ್ಕೆ ಎಲ್ಲ ಇಲಾಖೆಗಳ ಅಧಿಕಾರಿಗಳು ಕಡ್ಡಾಯವಾಗಿ ಹಾಜರಾಗುವಂತೆ ತಹಸೀಲ್ದಾರ್ ಸೂಚಿಸಿದರು. ಈ ವೇಳೆ ಸಮಾಜದ ಮುಖಂಡರು, ಗ್ರೇಡ್-2 ತಹಸೀಲ್ದಾರ್, ಶಿಕ್ಷಣ ಇಲಾಖೆ ಹಾಗೂ ವಿವಿಧ ಇಲಾಖೆಯ ಅಧಿಕಾರಿಗಳು ಇದ್ದರು.: [783, 1680, 1522, 1770]
- divider-1: [703, 154, 705, 493]
- registration-dot: [141, 2360, 150, 2369]
